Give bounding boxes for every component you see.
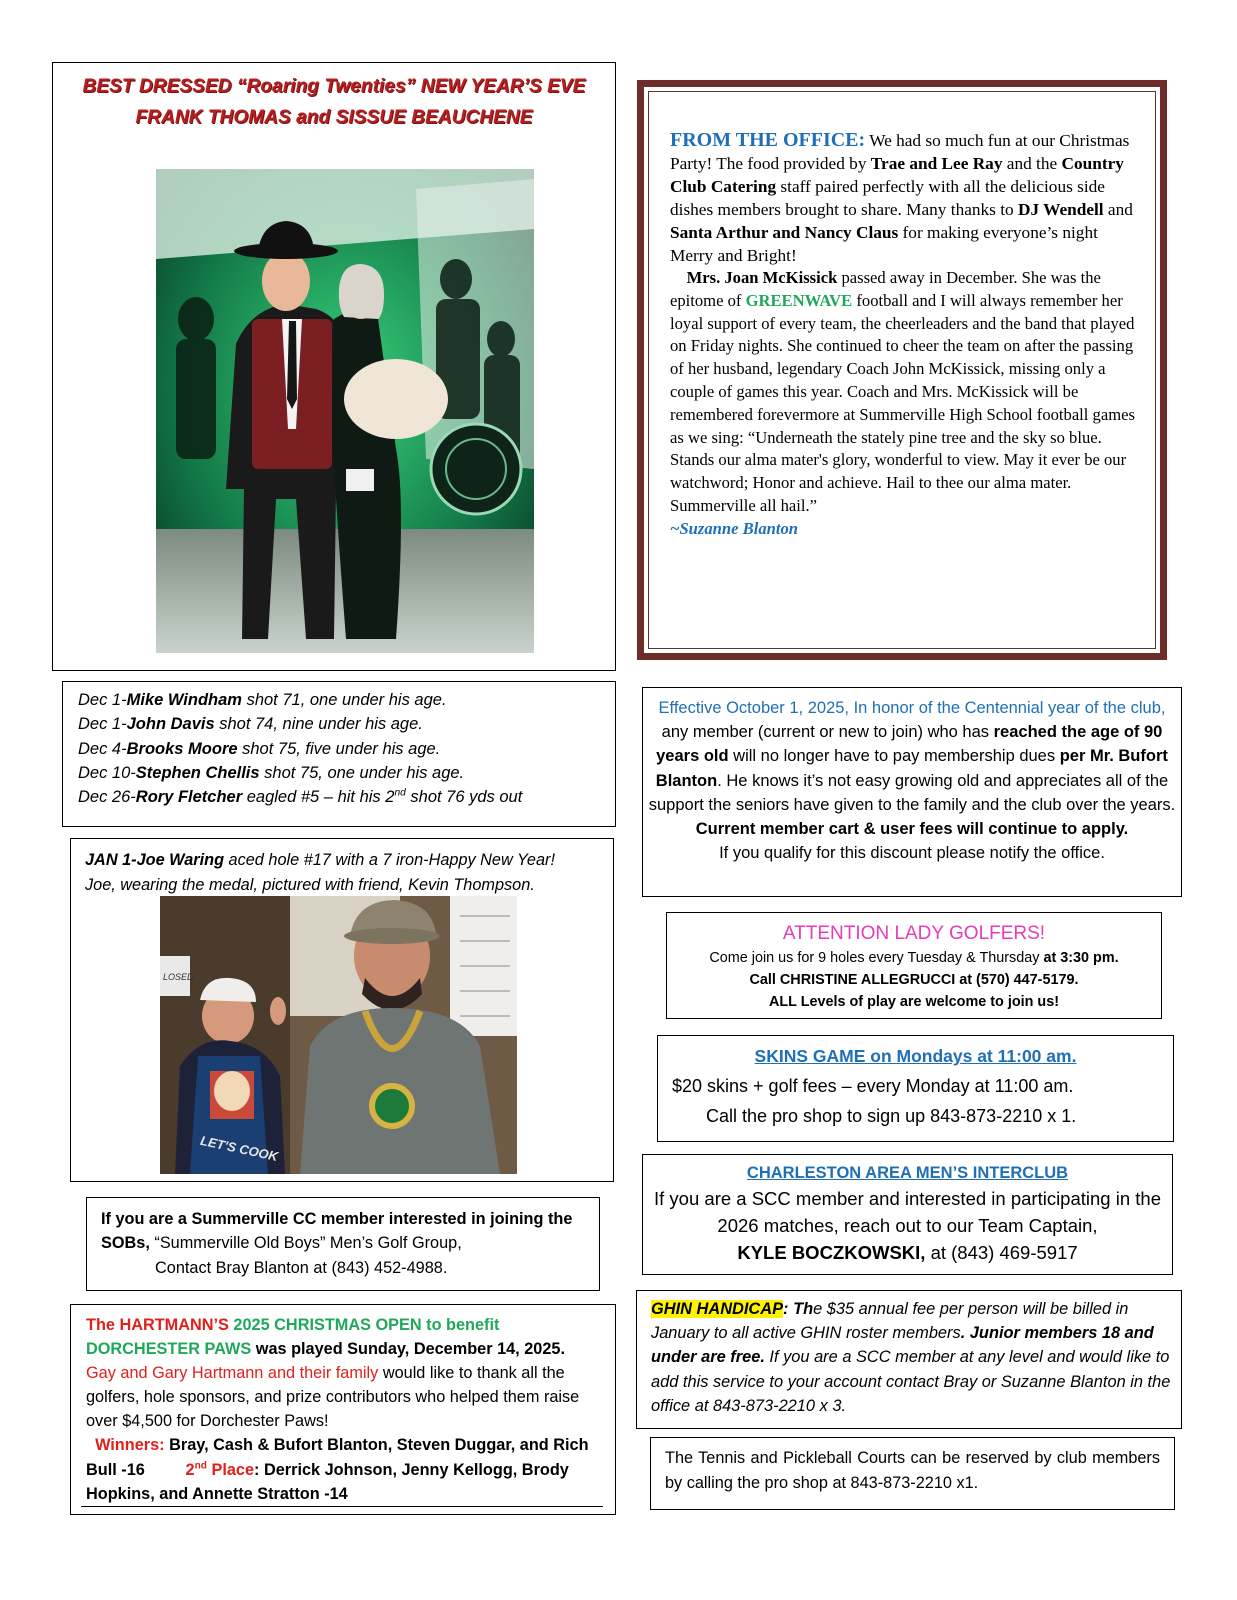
office-run: Trae and Lee Ray (870, 154, 1003, 173)
sobs-contact: Contact Bray Blanton at (843) 452-4988. (155, 1258, 448, 1277)
office-greenwave: GREENWAVE (745, 290, 853, 310)
shot-entry: Dec 1-John Davis shot 74, nine under his age. (78, 715, 423, 734)
shot-entry: Dec 4-Brooks Moore shot 75, five under his age. (78, 739, 441, 758)
centennial-text: Effective October 1, 2025, In honor of the Centennial year of the club, any member (current or new to join) who has reached the age of 90 years old will no longer have to pay membership dues per Mr. Bufort Blanton. He knows it’s not easy growing old and appreciates all of the support the seniors have given to the family and the club over the years. (648, 699, 1176, 814)
interclub-heading: CHARLESTON AREA MEN’S INTERCLUB (746, 1164, 1069, 1182)
office-paragraph-1 (670, 129, 1140, 267)
centennial-dues-box (642, 687, 1182, 897)
hartmann-event: 2025 CHRISTMAS OPEN to benefit DORCHESTER PAWS (86, 1316, 500, 1359)
office-run: and (1103, 200, 1133, 219)
office-run: Country Club Catering (670, 154, 1124, 196)
lady-golfers-welcome: ALL Levels of play are welcome to join us! (768, 994, 1060, 1010)
december-shots-box (62, 681, 616, 827)
office-run: and the (1002, 154, 1062, 173)
hole-in-one-box (70, 838, 614, 1182)
interclub-text: If you are a SCC member and interested in participating in the 2026 matches, reach out to our Team Captain, (654, 1188, 1161, 1236)
office-joan-name: Mrs. Joan McKissick (686, 268, 838, 287)
joe-line-1: JAN 1-Joe Waring aced hole #17 with a 7 iron-Happy New Year! (85, 851, 555, 869)
office-text (670, 129, 1140, 541)
hartmann-family: Gay and Gary Hartmann and their family (86, 1364, 379, 1383)
skins-game-heading: SKINS GAME on Mondays at 11:00 am. (754, 1046, 1077, 1066)
office-run: for making everyone’s night Merry and Bright! (670, 223, 1098, 265)
centennial-notify: If you qualify for this discount please notify the office. (719, 844, 1105, 863)
ghin-text: GHIN HANDICAP: The $35 annual fee per person will be billed in January to all active GHIN roster members. Junior members 18 and under are free. If you are a SCC member at any level and would like to add this service to your account contact Bray or Suzanne Blanton in the office at 843-873-2210 x 3. (651, 1300, 1171, 1415)
lady-golfers-contact: Call CHRISTINE ALLEGRUCCI at (570) 447-5179. (749, 972, 1079, 988)
shots-list (78, 688, 615, 809)
skins-game-fees: $20 skins + golf fees – every Monday at 11:00 am. (672, 1076, 1074, 1096)
best-dressed-names: FRANK THOMAS and SISSUE BEAUCHENE (135, 107, 533, 128)
lady-golfers-schedule: Come join us for 9 holes every Tuesday & Thursday at 3:30 pm. (709, 950, 1119, 966)
hartmann-christmas-open-box (70, 1304, 616, 1515)
best-dressed-box (52, 62, 616, 671)
office-run: We had so much fun at our Christmas Party! The food provided by (670, 131, 1130, 173)
interclub-captain: KYLE BOCZKOWSKI, at (843) 469-5917 (737, 1242, 1078, 1263)
best-dressed-photo (156, 169, 534, 653)
shot-entry: Dec 1-Mike Windham shot 71, one under his age. (78, 691, 447, 709)
hartmann-underline (81, 1506, 603, 1507)
office-run: DJ Wendell (1017, 200, 1104, 219)
ghin-label: GHIN HANDICAP (651, 1300, 784, 1318)
office-run: Santa Arthur and Nancy Claus (670, 223, 899, 242)
interclub-box (642, 1154, 1173, 1275)
tennis-text: The Tennis and Pickleball Courts can be reserved by club members by calling the pro shop at 843-873-2210 x1. (665, 1449, 1160, 1492)
centennial-fees-note: Current member cart & user fees will continue to apply. (695, 820, 1129, 839)
apron-text: LET'S COOK (198, 1132, 280, 1164)
sobs-box (86, 1197, 600, 1291)
office-heading: FROM THE OFFICE: (670, 129, 866, 151)
shot-entry: Dec 26-Rory Fletcher eagled #5 – hit his 2nd shot 76 yds out (78, 787, 523, 807)
tennis-courts-box (650, 1437, 1175, 1510)
hartmann-winners: Winners: Bray, Cash & Bufort Blanton, Steven Duggar, and Rich Bull -16 2nd Place: Derrick Johnson, Jenny Kellogg, Brody Hopkins, and Annette Stratton -14 (86, 1436, 589, 1503)
best-dressed-title: BEST DRESSED “Roaring Twenties” NEW YEAR’S EVE (82, 76, 586, 97)
lady-golfers-box (666, 912, 1162, 1019)
lady-golfers-heading: ATTENTION LADY GOLFERS! (782, 923, 1046, 944)
office-paragraph-2: Mrs. Joan McKissick passed away in December. She was the epitome of GREENWAVE football and I will always remember her loyal support of every team, the cheerleaders and the band that played on Friday nights. She continued to cheer the team on after the passing of her husband, legendary Coach John McKissick, missing only a couple of games this year. Coach and Mrs. McKissick will be remembered forevermore at Summerville High School football games as we sing: “Underneath the stately pine tree and the sky so blue. Stands our alma mater's glory, wonderful to view. May it ever be our watchword; Honor and achieve. Hail to thee our alma mater. Summerville all hail.” (670, 268, 1135, 515)
office-signature: ~Suzanne Blanton (670, 518, 798, 538)
skins-game-signup: Call the pro shop to sign up 843-873-2210 x 1. (706, 1106, 1077, 1126)
from-the-office-box (637, 80, 1167, 660)
hartmann-name: The HARTMANN’S (86, 1316, 229, 1334)
hartmann-paragraph: The HARTMANN’S 2025 CHRISTMAS OPEN to benefit DORCHESTER PAWS was played Sunday, December 14, 2025. Gay and Gary Hartmann and their family would like to thank all the golfers, hole sponsors, and prize contributors who helped them raise over $4,500 for Dorchester Paws! (86, 1316, 580, 1431)
office-run: staff paired perfectly with all the delicious side dishes members brought to share. Many thanks to (670, 177, 1105, 219)
ghin-handicap-box (636, 1290, 1182, 1429)
skins-game-box (657, 1035, 1174, 1142)
sobs-text: If you are a Summerville CC member interested in joining the SOBs, “Summerville Old Boys” Men’s Golf Group, (101, 1210, 573, 1253)
joe-line-2: Joe, wearing the medal, pictured with friend, Kevin Thompson. (85, 875, 535, 894)
joe-waring-photo (160, 896, 517, 1174)
photo-sign-text: LOSED (163, 972, 194, 982)
shot-entry: Dec 10-Stephen Chellis shot 75, one under his age. (78, 763, 465, 782)
